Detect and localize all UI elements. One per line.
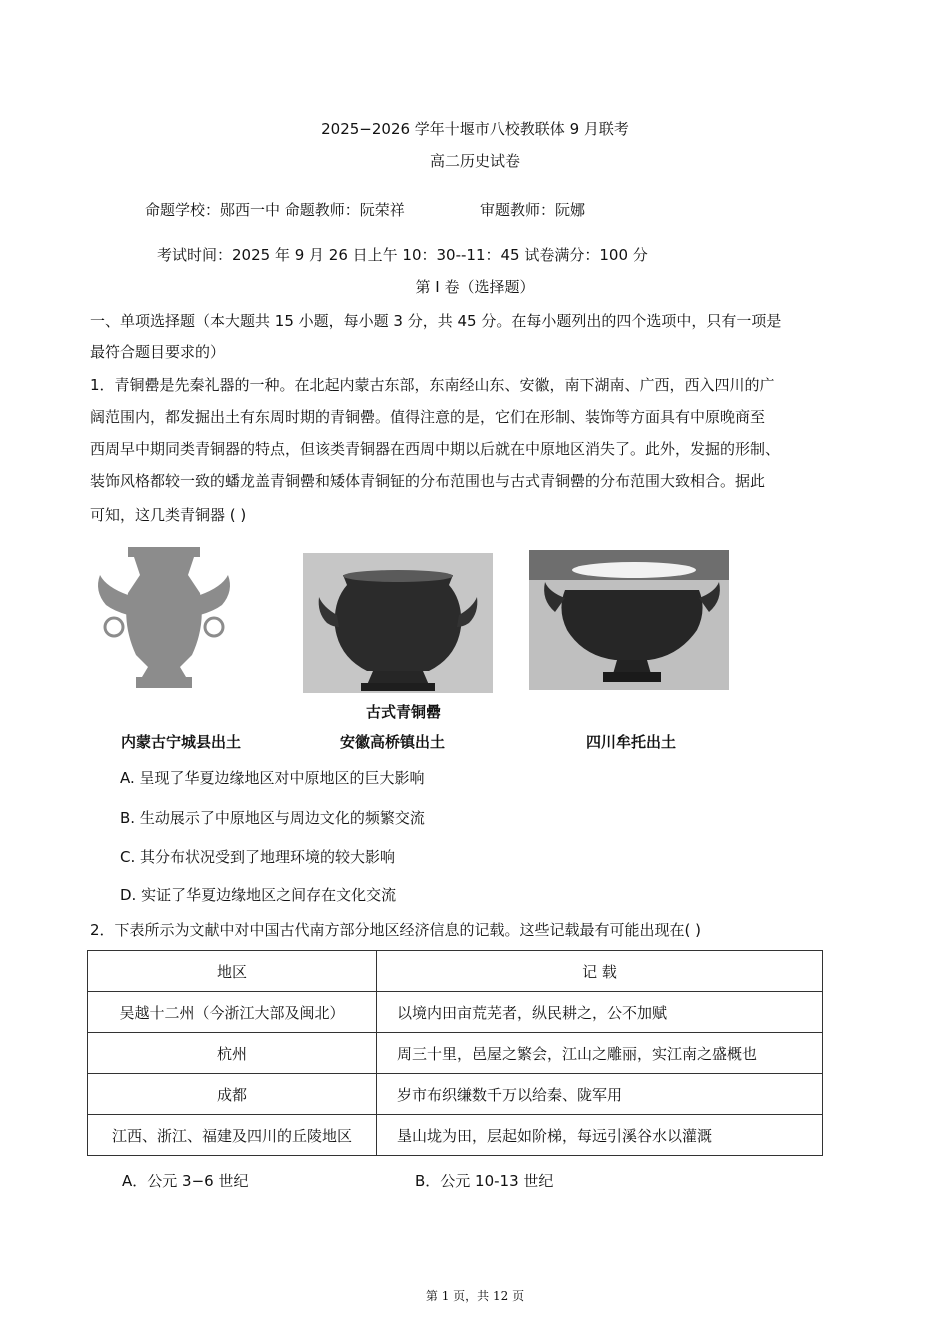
q1-stem-line1: 1．青铜罍是先秦礼器的一种。在北起内蒙古东部，东南经山东、安徽，南下湖南、广西，西入四川的广 <box>90 376 775 394</box>
table-cell-record: 周三十里，邑屋之繁会，江山之雕丽，实江南之盛概也 <box>377 1033 823 1074</box>
table-row <box>88 1115 823 1156</box>
table-header-record: 记 载 <box>377 951 823 992</box>
table-cell-record: 岁市布织缣数千万以给秦、陇军用 <box>377 1074 823 1115</box>
reviewer-info: 审题教师：阮娜 <box>480 201 586 219</box>
caption-inner-mongolia: 内蒙古宁城县出土 <box>121 733 242 751</box>
table-cell-region: 江西、浙江、福建及四川的丘陵地区 <box>88 1115 377 1156</box>
q1-stem-line2: 阔范围内，都发掘出土有东周时期的青铜罍。值得注意的是，它们在形制、装饰等方面具有中原晚商至 <box>90 408 766 426</box>
table-row <box>88 1074 823 1115</box>
volume-title: 第 I 卷（选择题） <box>415 278 535 296</box>
bronze-vessel-image-2 <box>303 553 493 693</box>
table-cell-record: 以境内田亩荒芜者，纵民耕之，公不加赋 <box>377 992 823 1033</box>
q1-option-c[interactable]: C. 其分布状况受到了地理环境的较大影响 <box>120 848 396 866</box>
q2-option-b[interactable]: B．公元 10-13 世纪 <box>415 1172 554 1190</box>
q1-stem-line4: 装饰风格都较一致的蟠龙盖青铜罍和矮体青铜钲的分布范围也与古式青铜罍的分布范围大致相合。据此 <box>90 472 766 490</box>
q1-option-d[interactable]: D. 实证了华夏边缘地区之间存在文化交流 <box>120 886 397 904</box>
q1-option-b[interactable]: B. 生动展示了中原地区与周边文化的频繁交流 <box>120 809 425 827</box>
author-info: 命题学校：郧西一中 命题教师：阮荣祥 <box>145 201 405 219</box>
table-cell-region: 杭州 <box>88 1033 377 1074</box>
table-row <box>88 992 823 1033</box>
exam-info: 考试时间：2025 年 9 月 26 日上午 10：30--11：45 试卷满分：100 分 <box>157 246 648 264</box>
table-row <box>88 1033 823 1074</box>
caption-anhui: 安徽高桥镇出土 <box>340 733 446 751</box>
table-header-row <box>88 951 823 992</box>
figure-title: 古式青铜罍 <box>366 703 442 721</box>
section-instructions-line1: 一、单项选择题（本大题共 15 小题，每小题 3 分，共 45 分。在每小题列出的四个选项中，只有一项是 <box>90 312 782 330</box>
q2-option-a[interactable]: A．公元 3−6 世纪 <box>122 1172 249 1190</box>
caption-sichuan: 四川牟托出土 <box>586 733 677 751</box>
q2-stem: 2．下表所示为文献中对中国古代南方部分地区经济信息的记载。这些记载最有可能出现在( ) <box>90 921 702 939</box>
q1-stem-line5: 可知，这几类青铜器 ( ) <box>90 506 247 524</box>
table-header-region: 地区 <box>88 951 377 992</box>
bronze-vessel-image-1 <box>88 545 240 690</box>
exam-title: 2025−2026 学年十堰市八校教联体 9 月联考 <box>321 120 629 138</box>
q1-stem-line3: 西周早中期同类青铜器的特点，但该类青铜器在西周中期以后就在中原地区消失了。此外，发掘的形制、 <box>90 440 781 458</box>
page-number: 第 1 页，共 12 页 <box>425 1289 525 1303</box>
section-instructions-line2: 最符合题目要求的） <box>90 343 226 361</box>
table-cell-region: 成都 <box>88 1074 377 1115</box>
table-cell-region: 吴越十二州（今浙江大部及闽北） <box>88 992 377 1033</box>
table-cell-record: 垦山垅为田，层起如阶梯，每远引溪谷水以灌溉 <box>377 1115 823 1156</box>
subject-title: 高二历史试卷 <box>429 152 520 170</box>
bronze-vessel-image-3 <box>529 550 729 690</box>
economic-records-table <box>87 950 823 1156</box>
q1-option-a[interactable]: A. 呈现了华夏边缘地区对中原地区的巨大影响 <box>120 769 425 787</box>
